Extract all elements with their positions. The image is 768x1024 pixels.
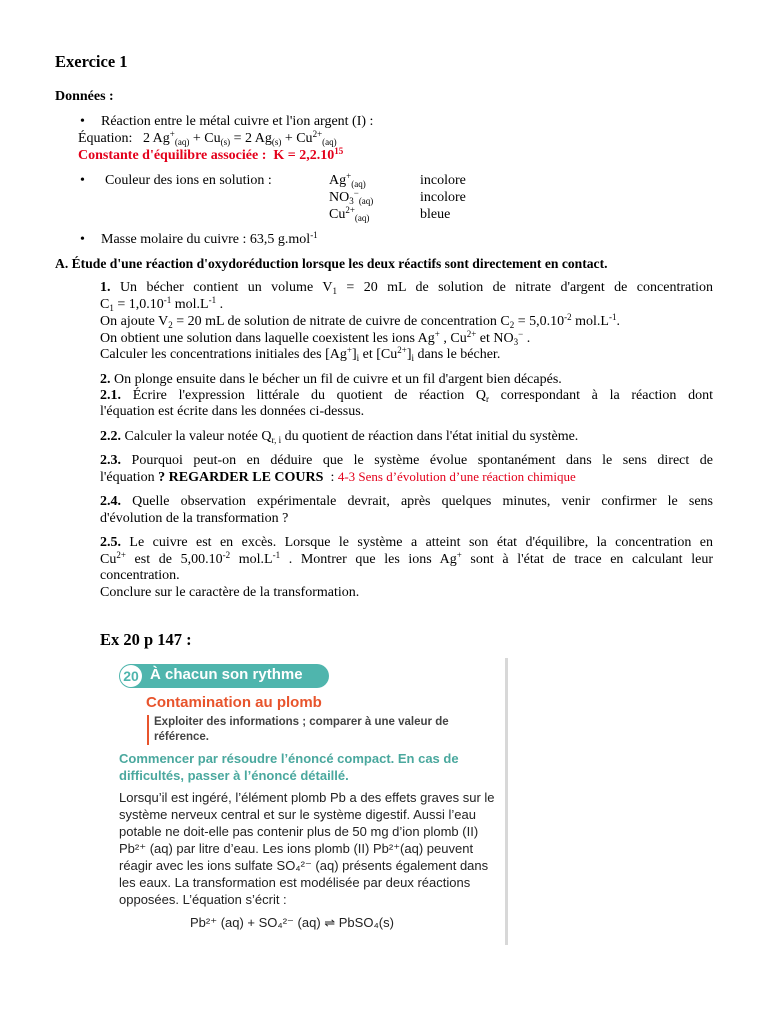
book-skill: Exploiter des informations ; comparer à une valeur de référence. [147, 715, 454, 745]
textbook-excerpt [113, 658, 508, 945]
molar-mass: Masse molaire du cuivre : 63,5 g.mol$^{-1}$ [101, 230, 318, 247]
q2-5-line4: Conclure sur le caractère de la transformation. [100, 585, 360, 600]
ion-ag: $Ag^+_{(aq)}$ [329, 171, 366, 189]
book-subtitle: Contamination au plomb [146, 694, 322, 711]
ex20-heading: Ex 20 p 147 : [100, 630, 192, 649]
q1-line3: On ajoute $V_2 = 20$ mL de solution de nitrate de cuivre de concentration $C_2 = 5,0.10^{-2}$ $mol.L^{-1}$. [100, 312, 620, 330]
equilibrium-constant: Constante d'équilibre associée : $K = 2,2.10^{15}$ [78, 146, 344, 163]
bullet-3-dot: • [80, 232, 85, 247]
bullet-2-label: Couleur des ions en solution : [105, 173, 272, 188]
q2-5-line2: $Cu^{2+}$ est de $5,00.10^{-2}$ $mol.L^{-1}$ . Montrer que les ions Ag+ sont à l'état de trace en calculant leur [100, 550, 713, 567]
q2-1-line1: 2.1. Écrire l'expression littérale du quotient de réaction $Q_r$ correspondant à la réaction dont [100, 388, 714, 404]
donnees-heading: Données : [55, 89, 114, 104]
q1-line5: Calculer les concentrations initiales des $[Ag^+]_i$ et $[Cu^{2+}]_i$ dans le bécher. [100, 345, 501, 363]
q2-4-line2: d'évolution de la transformation ? [100, 511, 289, 526]
q2-5-line3: concentration. [100, 568, 180, 583]
book-equation: Pb²⁺ (aq) + SO₄²⁻ (aq) ⇌ PbSO₄(s) [190, 915, 394, 930]
q2-1-line2: l'équation est écrite dans les données ci-dessus. [100, 404, 365, 419]
bullet-1-dot: • [80, 114, 85, 129]
ion-cu: $Cu^{2+}_{(aq)}$ [329, 205, 370, 223]
bullet-2-dot: • [80, 173, 85, 188]
q2-3-line2: l'équation ? REGARDER LE COURS : 4-3 Sens d’évolution d’une réaction chimique [100, 469, 576, 485]
image-edge [505, 658, 508, 945]
q2-4-line1: 2.4. Quelle observation expérimentale devrait, après quelques minutes, venir confirmer le sens [100, 494, 714, 509]
ion-no3: $NO_3^-_{(aq)}$ [329, 188, 374, 206]
part-a-heading: A. Étude d'une réaction d'oxydoréduction lorsque les deux réactifs sont directement en contact. [55, 256, 608, 271]
book-body: Lorsqu’il est ingéré, l’élément plomb Pb a des effets graves sur le système nerveux central et sur le système digestif. Aussi l’eau potable ne doit-elle pas contenir plus de 50 mg d’ion plomb (II) Pb²⁺ (aq) par litre d’eau. Les ions plomb (II) Pb²⁺(aq) peuvent réagir avec les ions sulfate SO₄²⁻ (aq) présents également dans les eaux. La transformation est modélisée par deux réactions opposées. L’équation s’écrit : [119, 790, 495, 907]
ion-no3-color: incolore [420, 190, 466, 205]
q2: 2. On plonge ensuite dans le bécher un fil de cuivre et un fil d'argent bien décapés. [100, 372, 562, 387]
q2-5-line1: 2.5. Le cuivre est en excès. Lorsque le système a atteint son état d'équilibre, la concentration en [100, 535, 714, 550]
book-instructions: Commencer par résoudre l’énoncé compact. En cas de difficultés, passer à l’énoncé détaillé. [119, 751, 459, 783]
q2-2: 2.2. Calculer la valeur notée $Q_{r, i}$ du quotient de réaction dans l'état initial du système. [100, 429, 579, 445]
q1-line1: 1. Un bécher contient un volume $V_1 = 20$ mL de solution de nitrate d'argent de concentration [100, 280, 713, 296]
pill-title: À chacun son rythme [150, 666, 303, 683]
bullet-1-intro: Réaction entre le métal cuivre et l'ion argent (I) : [101, 114, 374, 129]
ion-cu-color: bleue [420, 207, 451, 222]
exercise-number: 20 [120, 665, 142, 687]
q1-line4: On obtient une solution dans laquelle coexistent les ions Ag+ , $Cu^{2+}$ et $NO_3^-$ . [100, 329, 531, 347]
ion-ag-color: incolore [420, 173, 466, 188]
bullet-1-equation: Équation: 2 $Ag^+_{(aq)} + Cu_{(s)} = 2$ $Ag_{(s)} + Cu^{2+}_{(aq)}$ [78, 129, 337, 147]
q2-3-line1: 2.3. Pourquoi peut-on en déduire que le système évolue spontanément dans le sens direct de [100, 453, 714, 468]
exercise-title: Exercice 1 [55, 52, 128, 71]
q1-line2: $C_1 = 1,0.10^{-1}$ $mol.L^{-1}$ . [100, 295, 224, 313]
exercise-pill [119, 664, 329, 688]
